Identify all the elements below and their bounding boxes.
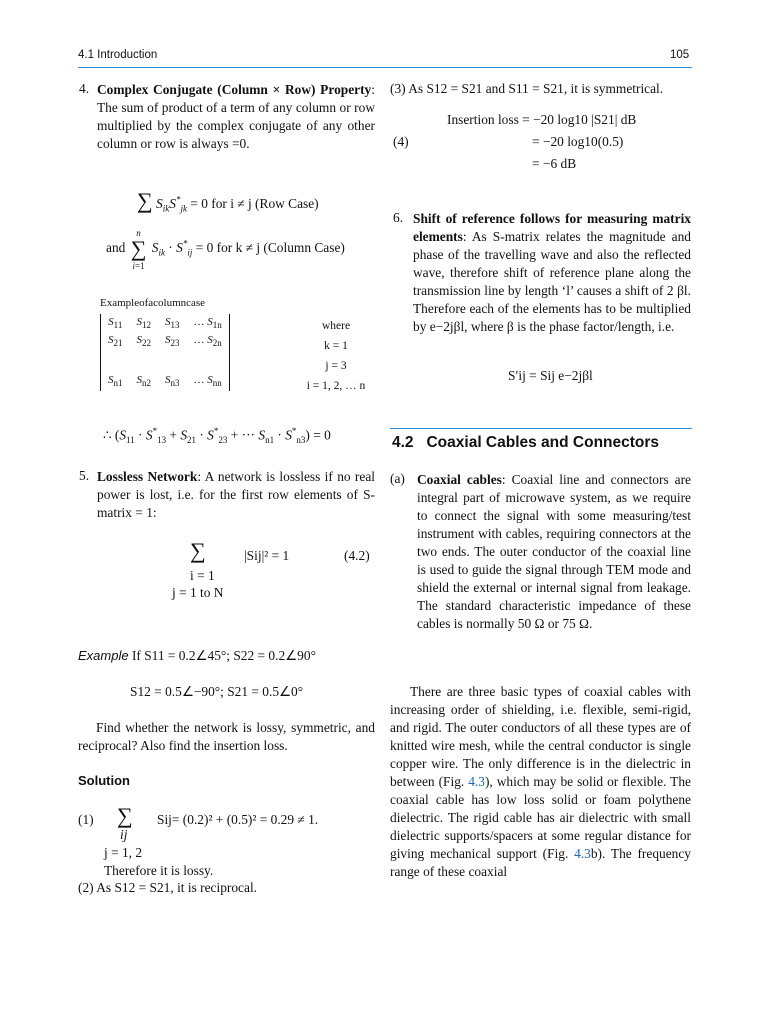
running-header-section: 4.1 Introduction [78,49,158,61]
solution-1-conclusion: Therefore it is lossy. [104,863,214,878]
item-4-title: Complex Conjugate (Column × Row) Property [97,82,372,97]
matrix-where: where k = 1 j = 3 i = 1, 2, … n [306,320,366,392]
solution-1-equation: Sij= (0.2)² + (0.5)² = 0.29 ≠ 1. [157,812,319,827]
item-5-body: : A network is lossless if no real power is lost, i.e. for the first row elements of S-matrix = 1: [97,469,376,520]
paragraph-part-1: There are three basic types of coaxial cables with increasing order of shielding, i.e. flexible, semi-rigid, and rigid. The outer conductors of all these types are of knitted wire mesh, while the central conductor is single copper wire. The only difference is in the dielectric in between (Fig. [390,684,691,789]
solution-1-number: (1) [78,812,94,827]
section-heading [392,434,659,452]
item-6-title: Shift of reference follows for measuring matrix elements [413,211,691,244]
section-rule [390,428,692,429]
equation-4-2: ∑ [190,538,206,563]
equation-4-2-index-i: i = 1 [190,568,215,583]
solution-2: (2) As S12 = S21, it is reciprocal. [78,880,258,895]
and-word: and [106,240,126,256]
item-5-title: Lossless Network [97,469,198,484]
paragraph-part-2: ), which may be solid or flexible. The coaxial cable has low loss solid or foam polythene dielectric. The rigid cable has air dielectric with small dielectric supports/spacers at some regular distance for giving mechanical support (Fig. [390,774,691,861]
item-6-number: 6. [393,210,404,225]
therefore-equation: ∴ ($S_{11} \cdot S^*_{13} + S_{21} \cdot S^*_{23}$ + ··· $S_{n1} \cdot S^*_{n3}) = 0$ [103,426,331,446]
solution-heading: Solution [78,773,130,788]
item-a-body: : Coaxial line and connectors are integral part of microwave system, as we require to connect the signal with some measuring/test instrument with cables, requiring connectors at the two ends. The outer conductor of the coaxial line is used to guide the signal through TEM mode and shield the external or internal signal from leakage. The standard characteristic impedance of these cables is normally 50 Ω or 75 Ω. [417,472,691,631]
item-4-text [97,81,375,153]
item-6-text [413,210,691,336]
column-case-equation: and n ∑ i=1 $S_{ik} \cdot S^*_{ij} = 0$ for k ≠ j (Column Case) [106,228,345,271]
item-a-text [417,471,691,633]
insertion-loss-line-1: Insertion loss = −20 log10 |S21| dB [447,112,637,127]
figure-link-4-3b[interactable]: 4.3 [574,846,591,861]
figure-link-4-3[interactable]: 4.3 [468,774,485,789]
equation-4-2-index-j: j = 1 to N [172,585,224,600]
example-label: Example [78,648,129,663]
item-5-text [97,468,375,522]
header-rule [78,67,692,68]
solution-1-range: j = 1, 2 [104,845,143,860]
equation-number-4-2: (4.2) [344,548,370,563]
item-a-number: (a) [390,471,405,486]
shift-equation: S′ij = Sij e−2jβl [508,368,593,383]
paragraph-part-3: b). The frequency range of these coaxial [390,846,692,879]
solution-3: (3) As S12 = S21 and S11 = S21, it is symmetrical. [390,81,664,96]
item-5-number: 5. [79,468,90,483]
item-a-title: Coaxial cables [417,472,502,487]
item-4-number: 4. [79,81,90,96]
page-number: 105 [670,49,690,61]
example-column-label: Exampleofacolumncase [100,297,206,309]
insertion-loss-line-3: = −6 dB [532,156,577,171]
example-line-2: S12 = 0.5∠−90°; S21 = 0.5∠0° [130,684,304,699]
example-line-1: If S11 = 0.2∠45°; S22 = 0.2∠90° [131,648,316,663]
section-title: Coaxial Cables and Connectors [426,434,660,451]
section-number: 4.2 [392,434,414,451]
solution-4-number: (4) [393,134,409,149]
row-case-equation: ∑ $S_{ik}S^*_{jk} = 0$ for i ≠ j (Row Case) [137,188,319,214]
coaxial-paragraph [390,683,691,881]
example-statement [78,648,316,664]
solution-1-index: ij [120,827,128,842]
insertion-loss-line-2: = −20 log10(0.5) [532,134,624,149]
matrix-example: $S_{11}$ $S_{12}$ $S_{13}$ … $S_{1n}$ $S_{21}$ $S_{22}$ $S_{23}$ … $S_{2n}$ $S_{n1}$ $S_{n2}$ $S_{n3}$ … $S_{nn}$ [100,314,230,391]
solution-1-sum: ∑ [117,803,133,828]
example-question: Find whether the network is lossy, symmetric, and reciprocal? Also find the insertion loss. [78,720,375,753]
equation-4-2-lhs: |Sij|² = 1 [244,548,290,563]
item-4-body: : The sum of product of a term of any column or row multiplied by the complex conjugate of any other column or row is always =0. [97,82,375,151]
item-6-body: : As S-matrix relates the magnitude and phase of the travelling wave and also the reflected wave, therefore shift of reference plane along the transmission line by length ‘l’ causes a shift of 2 βl. Therefore each of the elements has to be multiplied by e−2jβl, where β is the phase factor/length, i.e. [413,229,691,334]
row-case-text: = 0 for i ≠ j (Row Case) [190,196,319,211]
column-case-text: = 0 for k ≠ j (Column Case) [195,240,345,256]
